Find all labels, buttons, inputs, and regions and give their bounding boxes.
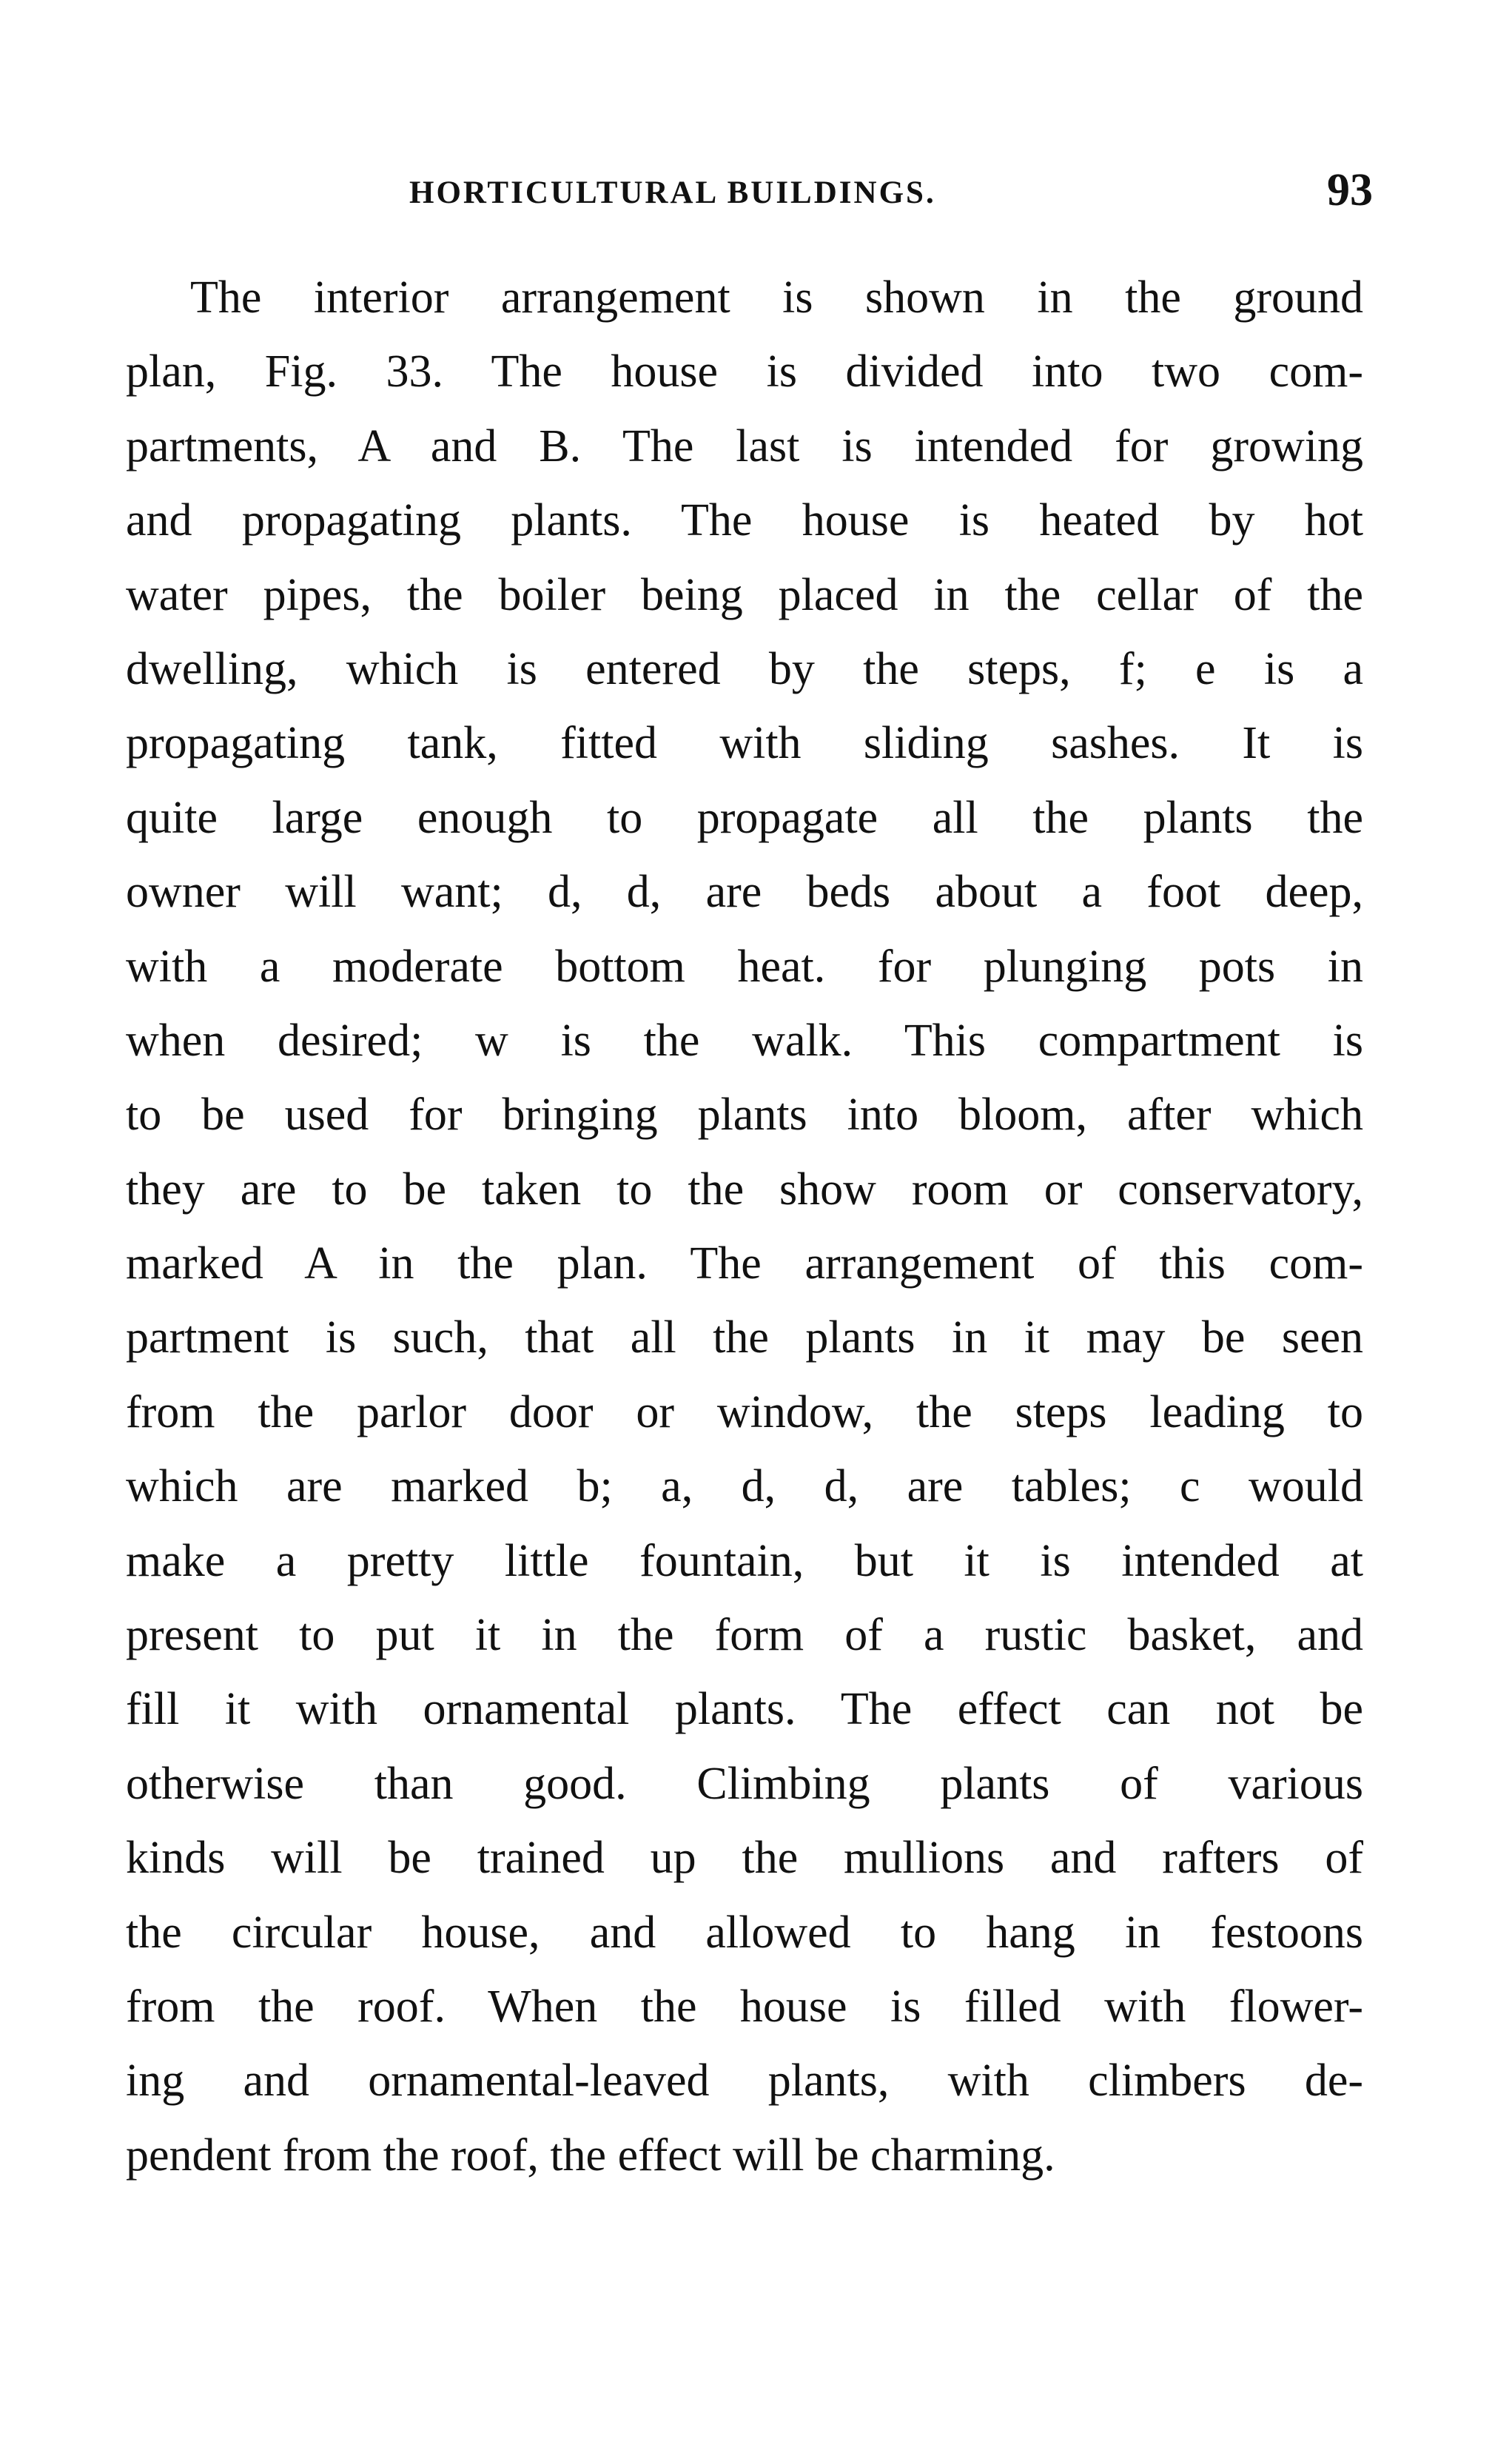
text-line: The interior arrangement is shown in the ground [190,272,1363,323]
text-line: which are marked b; a, d, d, are tables; c would [126,1461,1363,1512]
text-line: present to put it in the form of a rustic basket, and [126,1610,1363,1661]
text-line: ing and ornamental-leaved plants, with climbers de- [126,2055,1363,2107]
text-line: water pipes, the boiler being placed in the cellar of the [126,569,1363,620]
body-paragraph [126,261,1363,2192]
text-line: fill it with ornamental plants. The effect can not be [126,1684,1363,1735]
text-line: plan, Fig. 33. The house is divided into two com- [126,346,1363,397]
text-line: partments, A and B. The last is intended for growing [126,420,1363,471]
text-line: otherwise than good. Climbing plants of various [126,1758,1363,1809]
text-line: partment is such, that all the plants in it may be seen [126,1312,1363,1363]
text-line: kinds will be trained up the mullions and rafters of [126,1833,1363,1884]
page-number: 93 [1327,165,1373,215]
text-line: from the roof. When the house is filled with flower- [126,1981,1363,2032]
text-line: from the parlor door or window, the steps leading to [126,1386,1363,1437]
text-line: and propagating plants. The house is heated by hot [126,495,1363,546]
text-line: marked A in the plan. The arrangement of this com- [126,1238,1363,1289]
text-line: pendent from the roof, the effect will be charming. [126,2130,1055,2181]
text-line: they are to be taken to the show room or conservatory, [126,1164,1363,1215]
text-line: propagating tank, fitted with sliding sashes. It is [126,718,1363,769]
text-line: to be used for bringing plants into bloom, after which [126,1090,1363,1141]
text-line: with a moderate bottom heat. for plunging pots in [126,941,1363,992]
text-line: owner will want; d, d, are beds about a foot deep, [126,867,1363,918]
text-line: the circular house, and allowed to hang in festoons [126,1907,1363,1958]
running-title: HORTICULTURAL BUILDINGS. [409,175,936,210]
text-line: quite large enough to propagate all the plants the [126,792,1363,843]
text-line: when desired; w is the walk. This compartment is [126,1015,1363,1066]
text-line: make a pretty little fountain, but it is intended at [126,1535,1363,1586]
text-line: dwelling, which is entered by the steps, f; e is a [126,643,1363,694]
